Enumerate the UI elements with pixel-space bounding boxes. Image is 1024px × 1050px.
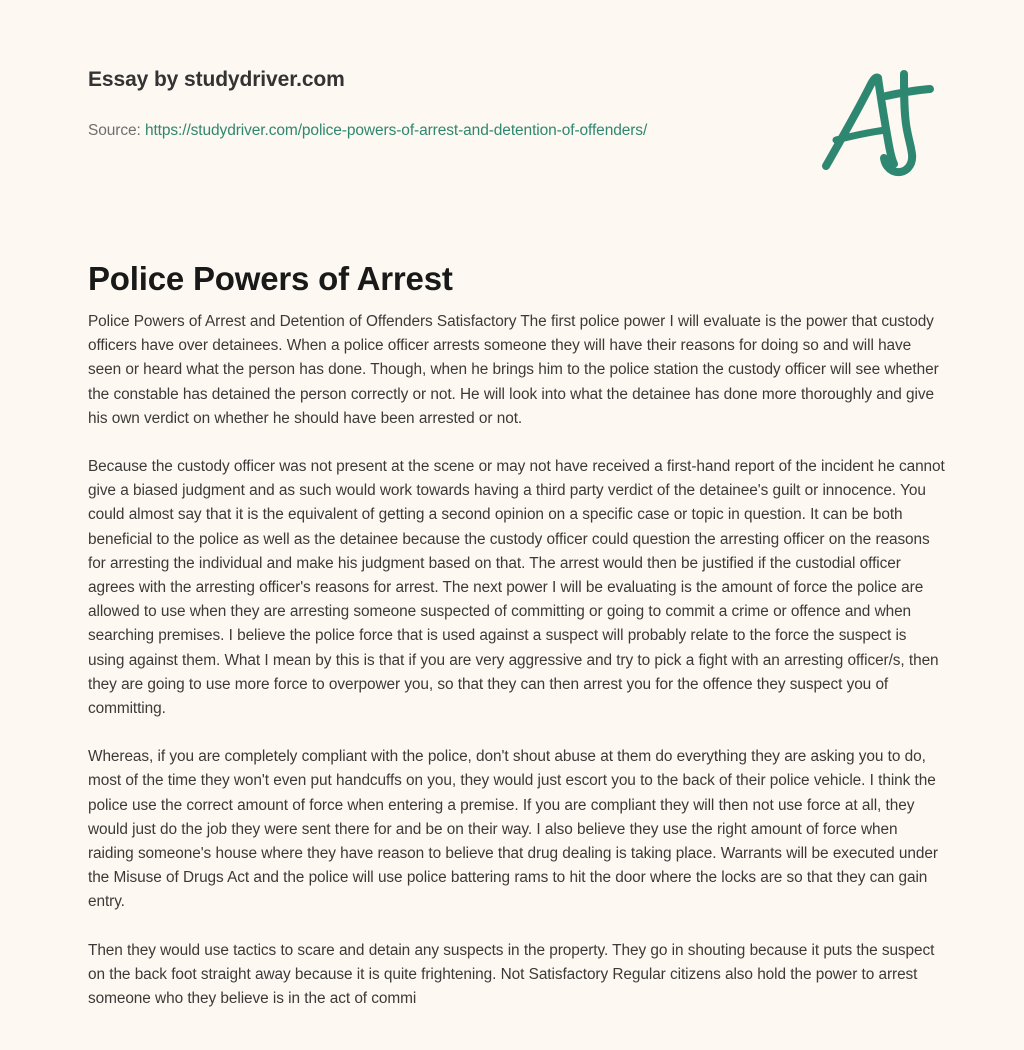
essay-paragraph: Then they would use tactics to scare and detain any suspects in the property. They go in shouting because it puts the suspect on the back foot straight away because it is quite frightening. Not Satisfactory Regular citizens also hold the power to arrest someone who they believe is in the act of commi xyxy=(88,941,935,1008)
essay-paragraph: Police Powers of Arrest and Detention of Offenders Satisfactory The first police power I will evaluate is the power that custody officers have over detainees. When a police officer arrests someone they will have their reasons for doing so and will have seen or heard what the person has done. Though, when he brings him to the police station the custody officer will see whether the constable has detained the person correctly or not. He will look into what the detainee has done more thoroughly and give his own verdict on whether he should have been arrested or not. xyxy=(88,313,939,427)
source-line xyxy=(88,122,647,140)
a-plus-logo-icon xyxy=(812,62,942,182)
source-label: Source: xyxy=(88,122,141,139)
essay-body xyxy=(88,310,946,1011)
essay-paragraph: Because the custody officer was not present at the scene or may not have received a first-hand report of the incident he cannot give a biased judgment and as such would work towards having a third party verdict of the detainee's guilt or innocence. You could almost say that it is the equivalent of getting a second opinion on a specific case or topic in question. It can be both beneficial to the police as well as the detainee because the custody officer could question the arresting officer on the reasons for arresting the individual and make his judgment based on that. The arrest would then be justified if the custodial officer agrees with the arresting officer's reasons for arrest. The next power I will be evaluating is the amount of force the police are allowed to use when they are arresting someone suspected of committing or going to commit a crime or offence and when searching premises. I believe the police force that is used against a suspect will probably relate to the force the suspect is using against them. What I mean by this is that if you are very aggressive and try to pick a fight with an arresting officer/s, then they are going to use more force to overpower you, so that they can then arrest you for the offence they suspect you of committing. xyxy=(88,458,945,718)
page-title: Police Powers of Arrest xyxy=(88,260,453,298)
essay-paragraph: Whereas, if you are completely compliant with the police, don't shout abuse at them do everything they are asking you to do, most of the time they won't even put handcuffs on you, they would just escort you to the back of their police vehicle. I think the police use the correct amount of force when entering a premise. If you are compliant they will then not use force at all, they would just do the job they were sent there for and be on their way. I also believe they use the right amount of force when raiding someone's house where they have reason to believe that drug dealing is taking place. Warrants will be executed under the Misuse of Drugs Act and the police will use police battering rams to hit the door where the locks are so that they can gain entry. xyxy=(88,748,938,911)
source-url-link[interactable]: https://studydriver.com/police-powers-of-arrest-and-detention-of-offenders/ xyxy=(144,122,648,139)
page-header xyxy=(0,0,1024,200)
a-plus-logo-glyph xyxy=(812,62,942,182)
brand-heading: Essay by studydriver.com xyxy=(88,68,345,91)
